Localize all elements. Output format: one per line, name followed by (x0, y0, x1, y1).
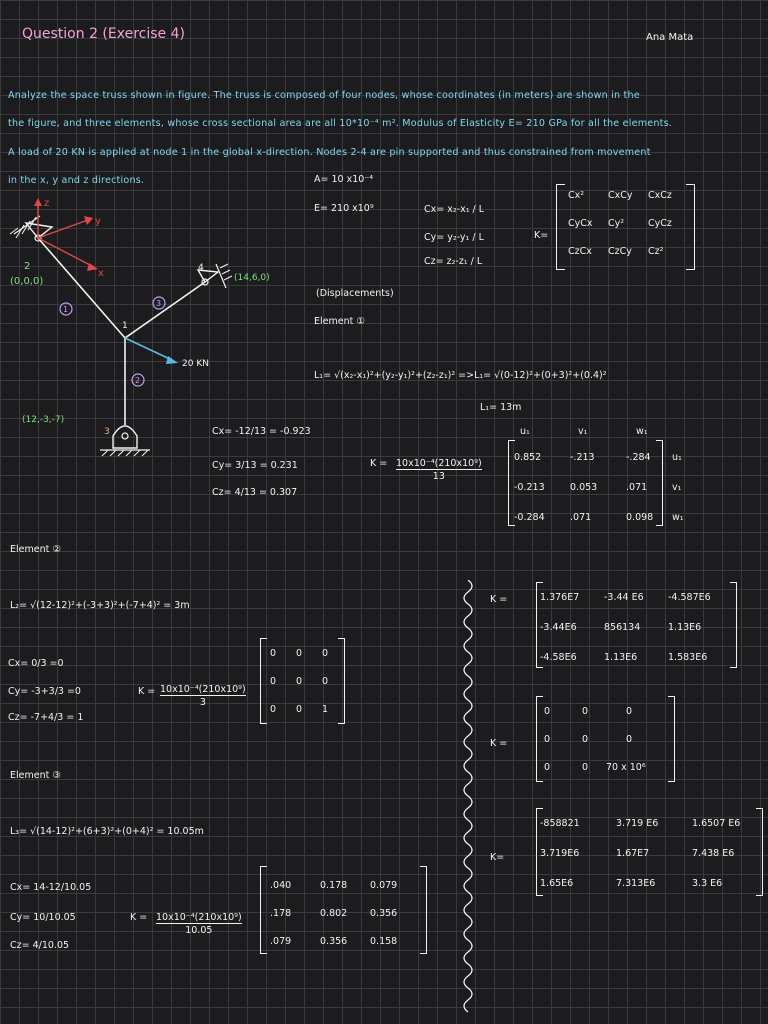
element-2-matrix-cell: 0 (270, 648, 277, 659)
node-3-coords: (12,-3,-7) (22, 415, 65, 425)
element-1-matrix-cell: .071 (570, 512, 592, 523)
problem-line-4: in the x, y and z directions. (8, 175, 145, 186)
element-2-heading: Element ② (10, 544, 61, 555)
element-1-matrix-cell: .071 (626, 482, 648, 493)
result-k1-cell: -3.44E6 (540, 622, 577, 633)
page-title: Question 2 (Exercise 4) (22, 26, 185, 42)
element-3-k-fraction (156, 912, 242, 936)
rk3-bracket-right (756, 808, 763, 896)
k-general-cell: CxCz (648, 190, 672, 201)
result-k3-cell: 7.438 E6 (692, 848, 735, 859)
element-1-matrix-cell: 0.053 (570, 482, 598, 493)
author-name: Ana Mata (646, 32, 694, 43)
element-3-cx: Cx= 14-12/10.05 (10, 882, 92, 893)
member-3 (125, 282, 205, 338)
cy-definition: Cy= y₂-y₁ / L (424, 232, 484, 243)
problem-line-3: A load of 20 KN is applied at node 1 in the global x-direction. Nodes 2-4 are pin supported and thus constrained from movement (8, 147, 651, 158)
k-general-cell: CzCx (568, 246, 592, 257)
element-2-k-denominator: 3 (160, 695, 246, 708)
k-general-cell: Cy² (608, 218, 625, 229)
rk2-bracket-left (536, 696, 543, 782)
element-3-matrix-cell: 0.356 (370, 908, 398, 919)
element-1-length-result: L₁= 13m (480, 402, 522, 413)
axis-x (38, 238, 92, 266)
element-3-label: 3 (156, 299, 162, 308)
k2-bracket-right (338, 638, 345, 724)
element-1-length-formula: L₁= √(x₂-x₁)²+(y₂-y₁)²+(z₂-z₁)² =>L₁= √(0-12)²+(0+3)²+(0.4)² (314, 370, 607, 381)
k-general-cell: CxCy (608, 190, 633, 201)
displacements-heading: (Displacements) (316, 288, 394, 299)
result-k2-cell: 0 (582, 762, 589, 773)
result-k2-cell: 0 (626, 706, 633, 717)
result-k1-cell: 1.13E6 (604, 652, 638, 663)
result-k1-cell: -4.58E6 (540, 652, 577, 663)
element-2-matrix-cell: 0 (296, 676, 303, 687)
result-k1-cell: -3.44 E6 (604, 592, 644, 603)
axis-y (38, 220, 88, 238)
wavy-divider (458, 580, 478, 1020)
element-1-k-fraction (396, 458, 482, 482)
node-2-label: 2 (24, 261, 31, 272)
element-2-matrix-cell: 0 (296, 648, 303, 659)
element-2-matrix-cell: 0 (322, 648, 329, 659)
element-1-matrix-cell: -.213 (570, 452, 595, 463)
element-1-matrix-cell: -0.284 (514, 512, 545, 523)
element-2-matrix-cell: 0 (270, 704, 277, 715)
result-k3-cell: -858821 (540, 818, 580, 829)
result-k2-cell: 0 (544, 734, 551, 745)
element-2-cy: Cy= -3+3/3 =0 (8, 686, 81, 697)
element-3-heading: Element ③ (10, 770, 61, 781)
k3-bracket-left (260, 866, 267, 954)
element-2-label: 2 (135, 376, 141, 385)
load-arrow (125, 338, 172, 360)
k-general-cell: Cx² (568, 190, 585, 201)
element-1-matrix-cell: 0.852 (514, 452, 542, 463)
result-k1-cell: 1.376E7 (540, 592, 580, 603)
result-k2-cell: 0 (582, 734, 589, 745)
element-3-matrix-cell: 0.356 (320, 936, 348, 947)
element-3-k-label: K = (130, 912, 148, 923)
element-1-matrix-cell: 0.098 (626, 512, 654, 523)
result-k3-cell: 3.3 E6 (692, 878, 723, 889)
result-k2-cell: 0 (544, 706, 551, 717)
element-2-matrix-cell: 1 (322, 704, 329, 715)
element-3-matrix-cell: 0.079 (370, 880, 398, 891)
k2-bracket-left (260, 638, 267, 724)
element-1-k-numerator: 10x10⁻⁴(210x10⁹) (396, 458, 482, 469)
element-1-row-header: u₁ (672, 452, 682, 463)
result-k1-cell: -4.587E6 (668, 592, 711, 603)
element-2-cx: Cx= 0/3 =0 (8, 658, 64, 669)
element-2-k-numerator: 10x10⁻⁴(210x10⁹) (160, 684, 246, 695)
result-k3-label: K= (490, 852, 505, 863)
result-k3-cell: 1.67E7 (616, 848, 650, 859)
element-1-cz: Cz= 4/13 = 0.307 (212, 487, 298, 498)
element-2-matrix-cell: 0 (322, 676, 329, 687)
element-3-k-denominator: 10.05 (156, 923, 242, 936)
element-1-label: 1 (63, 305, 69, 314)
load-label: 20 KN (182, 359, 209, 369)
element-3-matrix-cell: .040 (270, 880, 292, 891)
node-1-label: 1 (122, 321, 128, 331)
node-4-label: 4 (198, 263, 204, 273)
k-general-cell: CzCy (608, 246, 632, 257)
node-2-coords: (0,0,0) (10, 276, 44, 287)
result-k3-cell: 7.313E6 (616, 878, 656, 889)
element-3-cz: Cz= 4/10.05 (10, 940, 70, 951)
rk2-bracket-right (668, 696, 675, 782)
result-k2-label: K = (490, 738, 508, 749)
problem-line-2: the figure, and three elements, whose cross sectional area are all 10*10⁻⁴ m². Modulus of Elasticity E= 210 GPa for all the elements. (8, 118, 673, 129)
result-k2-cell: 70 x 10⁶ (606, 762, 646, 773)
problem-line-1: Analyze the space truss shown in figure. The truss is composed of four nodes, whose coordinates (in meters) are shown in the (8, 90, 640, 101)
element-3-matrix-cell: 0.158 (370, 936, 398, 947)
element-1-heading: Element ① (314, 316, 365, 327)
result-k1-cell: 1.583E6 (668, 652, 708, 663)
axis-y-label: y (95, 216, 101, 227)
modulus-value: E= 210 x10⁹ (314, 203, 374, 214)
element-1-matrix-cell: -.284 (626, 452, 651, 463)
element-1-k-label: K = (370, 458, 388, 469)
element-3-matrix-cell: .178 (270, 908, 292, 919)
element-1-k-denominator: 13 (396, 469, 482, 482)
element-1-col-header: w₁ (636, 426, 648, 437)
element-1-cy: Cy= 3/13 = 0.231 (212, 460, 298, 471)
element-2-matrix-cell: 0 (296, 704, 303, 715)
element-3-length-formula: L₃= √(14-12)²+(6+3)²+(0+4)² = 10.05m (10, 826, 204, 837)
result-k3-cell: 3.719E6 (540, 848, 580, 859)
result-k1-cell: 1.13E6 (668, 622, 702, 633)
result-k3-cell: 1.6507 E6 (692, 818, 741, 829)
member-1 (38, 238, 125, 338)
axis-z-label: z (44, 198, 50, 209)
k-general-cell: Cz² (648, 246, 664, 257)
k-general-cell: CyCx (568, 218, 593, 229)
cz-definition: Cz= z₂-z₁ / L (424, 256, 483, 267)
element-1-matrix-cell: -0.213 (514, 482, 545, 493)
element-1-cx: Cx= -12/13 = -0.923 (212, 426, 311, 437)
k-general-bracket-right (686, 184, 695, 270)
element-1-row-header: v₁ (672, 482, 682, 493)
element-2-k-fraction (160, 684, 246, 708)
k-general-cell: CyCz (648, 218, 672, 229)
k-general-bracket-left (556, 184, 565, 270)
element-3-cy: Cy= 10/10.05 (10, 912, 76, 923)
result-k1-cell: 856134 (604, 622, 641, 633)
element-2-cz: Cz= -7+4/3 = 1 (8, 712, 84, 723)
result-k2-cell: 0 (626, 734, 633, 745)
element-3-matrix-cell: .079 (270, 936, 292, 947)
element-2-length-formula: L₂= √(12-12)²+(-3+3)²+(-7+4)² = 3m (10, 600, 190, 611)
axis-x-label: x (98, 268, 104, 279)
result-k3-cell: 3.719 E6 (616, 818, 659, 829)
element-2-matrix-cell: 0 (270, 676, 277, 687)
k3-bracket-right (420, 866, 427, 954)
element-3-k-numerator: 10x10⁻⁴(210x10⁹) (156, 912, 242, 923)
result-k3-cell: 1.65E6 (540, 878, 574, 889)
node-3-label: 3 (104, 427, 110, 437)
element-1-col-header: u₁ (520, 426, 530, 437)
element-2-k-label: K = (138, 686, 156, 697)
result-k2-cell: 0 (582, 706, 589, 717)
k-matrix-label: K= (534, 230, 549, 241)
area-value: A= 10 x10⁻⁴ (314, 174, 374, 185)
element-1-row-header: w₁ (672, 512, 684, 523)
cx-definition: Cx= x₂-x₁ / L (424, 204, 485, 215)
element-1-col-header: v₁ (578, 426, 588, 437)
element-3-matrix-cell: 0.802 (320, 908, 348, 919)
node-4-coords: (14,6,0) (234, 273, 270, 283)
k1-bracket-right (656, 440, 663, 526)
result-k1-label: K = (490, 594, 508, 605)
rk1-bracket-right (730, 582, 737, 668)
support-node-2 (10, 216, 52, 241)
result-k2-cell: 0 (544, 762, 551, 773)
element-3-matrix-cell: 0.178 (320, 880, 348, 891)
